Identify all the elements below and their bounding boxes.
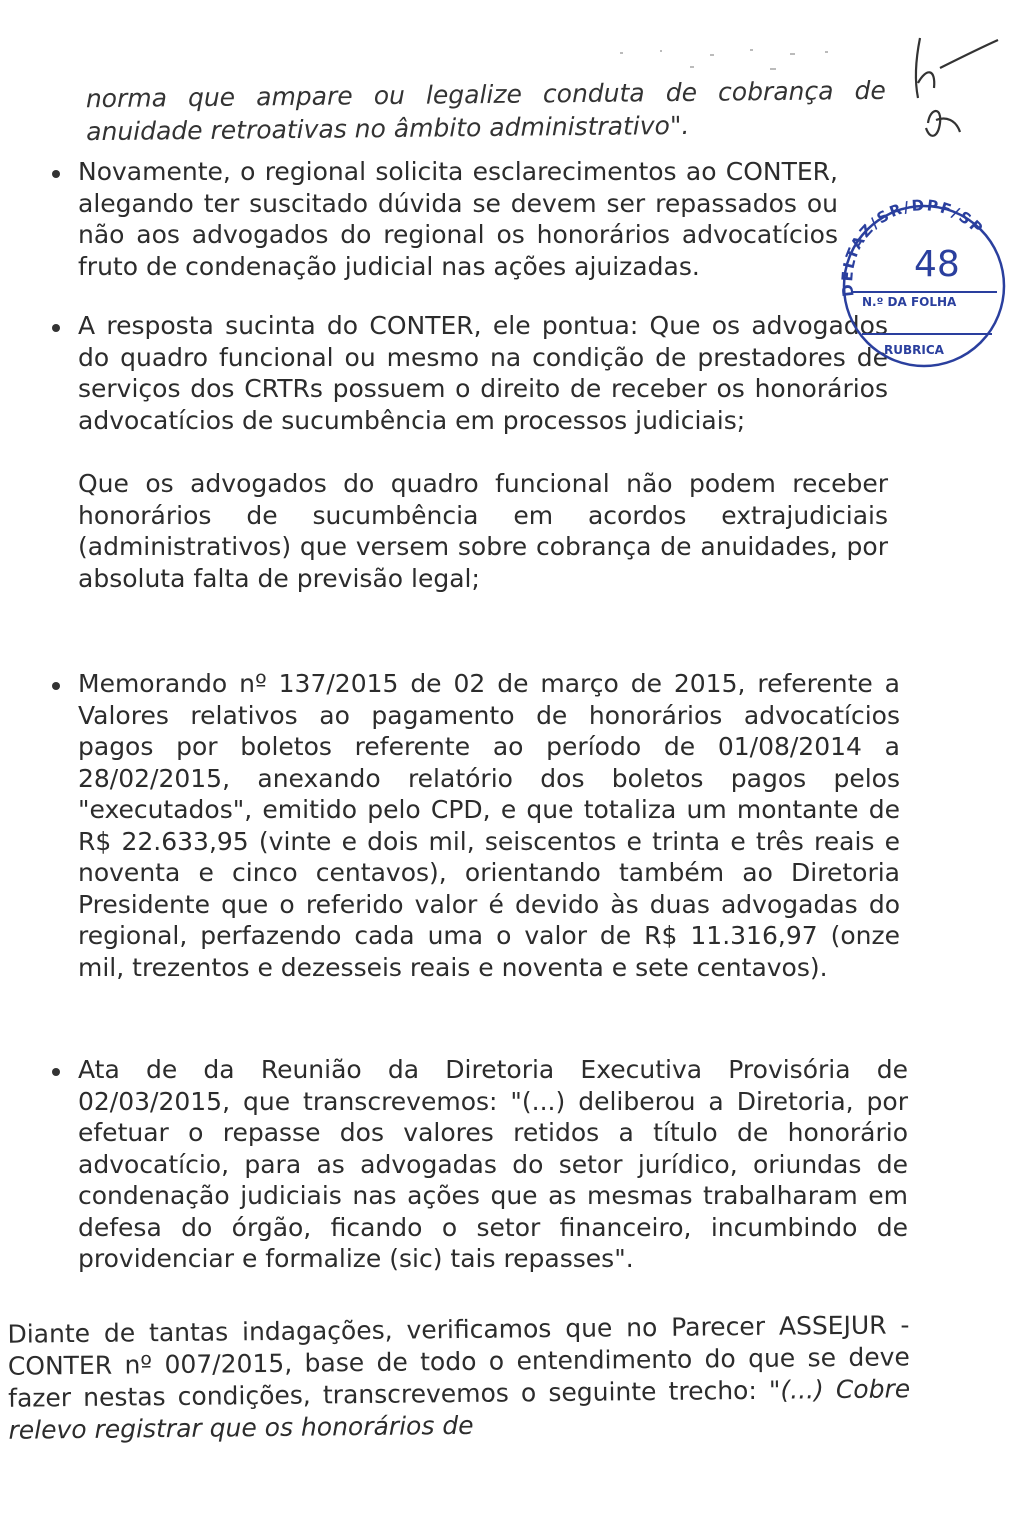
stamp-top-text: DELTAZ/SR/DPF/SP	[838, 196, 988, 298]
stamp-folha-label: N.º DA FOLHA	[862, 295, 957, 309]
bullet-paragraph: Ata de da Reunião da Diretoria Executiva Provisória de 02/03/2015, que transcrevemos: "(...) deliberou a Diretoria, por efetuar o repasse dos valores retidos a título de honorário advocatício, para as advogadas do setor jurídico, oriundas de condenação judiciais nas ações que as mesmas trabalharam em defesa do órgão, ficando o setor financeiro, incumbindo de providenciar e formalize (sic) tais repasses".	[78, 1055, 908, 1273]
bullet-paragraph: A resposta sucinta do CONTER, ele pontua: Que os advogados do quadro funcional ou mesmo na condição de prestadores de serviços dos CRTRs possuem o direito de receber os honorários advocatícios de sucumbência em processos judiciais;	[78, 311, 888, 435]
bullet-icon	[52, 682, 60, 690]
list-item	[40, 668, 900, 983]
bullet-icon	[52, 324, 60, 332]
bullet-icon	[52, 1068, 60, 1076]
stamp-rubrica-label: RUBRICA	[884, 343, 944, 357]
bullet-paragraph: Memorando nº 137/2015 de 02 de março de 2015, referente a Valores relativos ao pagamento de honorários advocatícios pagos por boletos referente ao período de 01/08/2014 a 28/02/2015, anexando relatório dos boletos pagos pelos "executados", emitido pelo CPD, e que totaliza um montante de R$ 22.633,95 (vinte e dois mil, seiscentos e trinta e três reais e noventa e cinco centavos), orientando também ao Diretoria Presidente que o referido valor é devido às duas advogadas do regional, perfazendo cada uma o valor de R$ 11.316,97 (onze mil, trezentos e dezesseis reais e noventa e sete centavos).	[78, 669, 900, 982]
handwritten-signature	[900, 28, 1005, 148]
list-item	[40, 1054, 908, 1275]
bullet-paragraph: Que os advogados do quadro funcional não podem receber honorários de sucumbência em acordos extrajudiciais (administrativos) que versem sobre cobrança de anuidades, por absoluta falta de previsão legal;	[78, 469, 888, 593]
closing-text: Diante de tantas indagações, verificamos que no Parecer ASSEJUR - CONTER nº 007/2015, base de todo o entendimento do que se deve fazer nestas condições, transcrevemos o seguinte trecho:	[7, 1310, 910, 1413]
continued-italic-paragraph: norma que ampare ou legalize conduta de cobrança de anuidade retroativas no âmbito administrativo".	[85, 75, 886, 147]
official-stamp	[832, 196, 1010, 374]
stamp-number: 48	[914, 244, 960, 285]
bullet-paragraph: Novamente, o regional solicita esclarecimentos ao CONTER, alegando ter suscitado dúvida se devem ser repassados ou não aos advogados do regional os honorários advocatícios fruto de condenação judicial nas ações ajuizadas.	[78, 157, 838, 281]
list-item	[40, 310, 900, 594]
svg-text:DELTAZ/SR/DPF/SP	[838, 196, 987, 298]
list-item	[40, 156, 900, 282]
bullet-icon	[52, 170, 60, 178]
closing-quote: "(...) Cobre relevo registrar que os honorários de	[8, 1374, 911, 1445]
closing-paragraph	[7, 1309, 910, 1446]
